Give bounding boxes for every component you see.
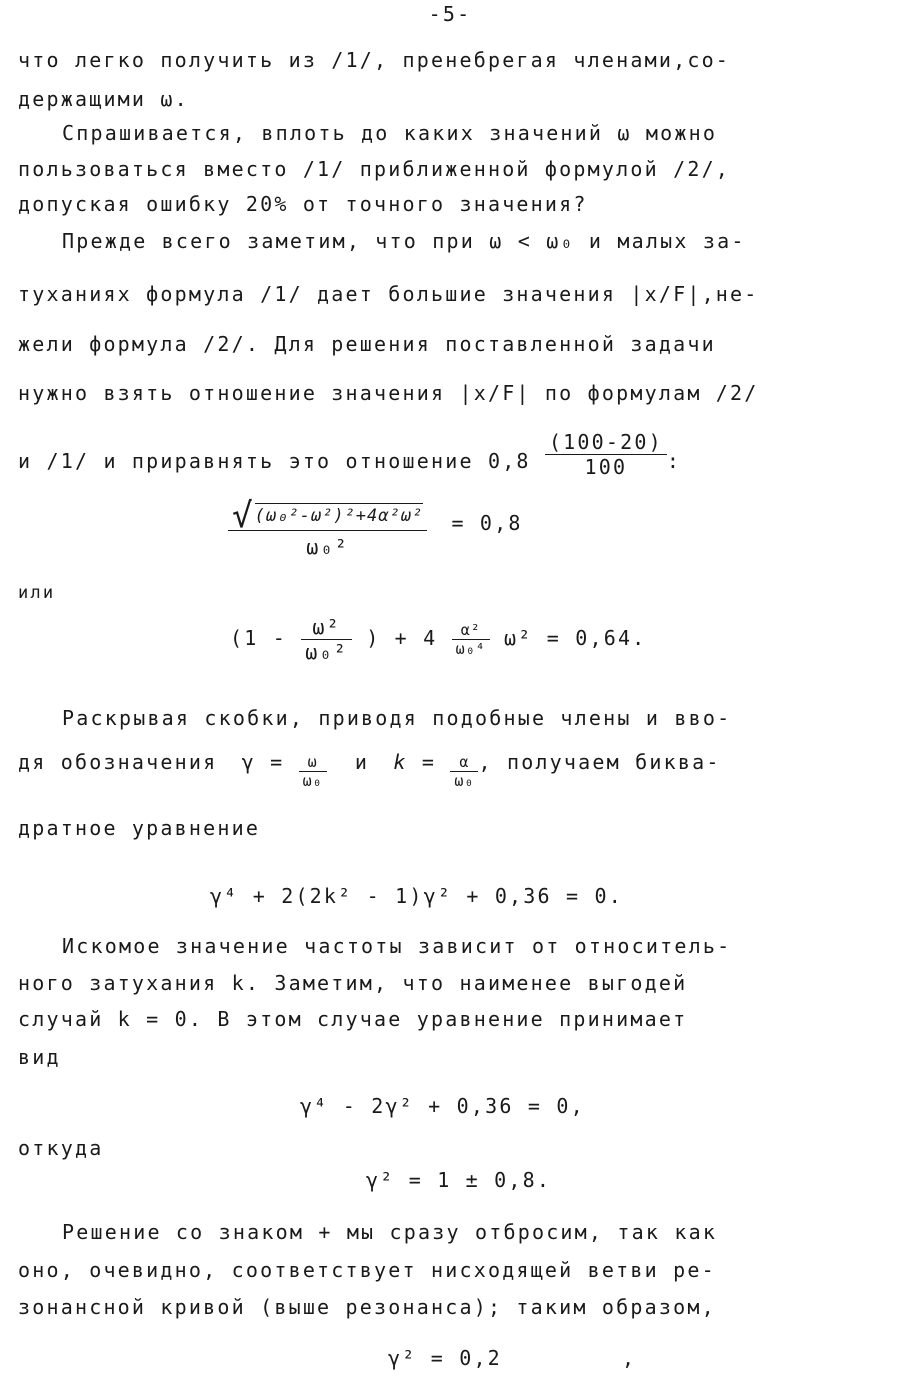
equation-biquadratic: γ⁴ + 2(2k² - 1)γ² + 0,36 = 0. — [210, 884, 623, 908]
ratio-numerator: (100-20) — [545, 430, 667, 455]
radicand: (ω₀²-ω²)²+4α²ω² — [255, 503, 424, 526]
equation-ratio-fraction: $\frac{\text{√(ω₀²-ω²)²+4α²ω²}}{\text{ω₀²}}$ — [228, 490, 427, 559]
text-line: Решение со знаком + мы сразу отбросим, так как — [62, 1220, 718, 1244]
text-line: вид — [18, 1045, 61, 1069]
text-line: нужно взять отношение значения |x/F| по формулам /2/ — [18, 381, 759, 405]
text-line-with-ratio: и /1/ и приравнять это отношение 0,8 $\frac{(100-20)}{100}$ : — [18, 430, 682, 479]
equation-k-zero: γ⁴ - 2γ² + 0,36 = 0, — [300, 1094, 585, 1118]
text-line: Раскрывая скобки, приводя подобные члены и вво- — [62, 706, 732, 730]
text-comma: , — [622, 1346, 637, 1370]
text-line: туханиях формула /1/ дает большие значения |x/F|,не- — [18, 282, 759, 306]
page-number: -5- — [428, 2, 472, 26]
text-line: дратное уравнение — [18, 816, 261, 840]
equation-expanded: (1 - $\frac{\text{ω²}}{\text{ω₀²}}$ ) + 4 $\frac{\text{α²}}{\text{ω₀⁴}}$ ω² = 0,64. — [230, 615, 647, 664]
text-line: жели формула /2/. Для решения поставленной задачи — [18, 332, 716, 356]
text-line: пользоваться вместо /1/ приближенной формулой /2/, — [18, 157, 731, 181]
equation-roots: γ² = 1 ± 0,8. — [366, 1168, 552, 1192]
k-fraction: $\frac{\alpha}{\text{ω₀}}$ — [450, 753, 478, 790]
gamma-fraction: $\frac{\omega}{\text{ω₀}}$ — [299, 753, 327, 790]
equation-result: γ² = 0,2 — [388, 1346, 502, 1370]
text-fragment: и /1/ и приравнять это отношение 0,8 — [18, 449, 531, 473]
text-line: держащими ω. — [18, 87, 189, 111]
text-line: Спрашивается, вплоть до каких значений ω можно — [62, 121, 718, 145]
ratio-fraction — [545, 430, 667, 479]
text-line: откуда — [18, 1136, 104, 1160]
text-line-with-definitions: дя обозначения γ = $\frac{\omega}{\text{ω₀}}$ и k = $\frac{\alpha}{\text{ω₀}}$ , получаем биква- — [18, 750, 721, 790]
text-line: Искомое значение частоты зависит от относитель- — [62, 934, 732, 958]
equation-ratio-rhs: = 0,8 — [451, 511, 523, 535]
text-line: что легко получить из /1/, пренебрегая членами,со- — [18, 48, 731, 72]
text-line: допуская ошибку 20% от точного значения? — [18, 192, 588, 216]
equation-fraction: $\frac{\text{α²}}{\text{ω₀⁴}}$ — [452, 621, 490, 658]
text-line: ного затухания k. Заметим, что наименее выгодей — [18, 971, 688, 995]
text-line: случай k = 0. В этом случае уравнение принимает — [18, 1007, 688, 1031]
equation-ratio-denominator: ω₀² — [228, 530, 427, 559]
equation-fraction: $\frac{\text{ω²}}{\text{ω₀²}}$ — [301, 615, 352, 664]
ratio-denominator: 100 — [584, 455, 628, 479]
equation-ratio — [228, 490, 523, 559]
text-line: зонансной кривой (выше резонанса); таким образом, — [18, 1295, 716, 1319]
text-line: оно, очевидно, соответствует нисходящей ветви ре- — [18, 1258, 716, 1282]
text-line: или — [18, 583, 56, 603]
text-line: Прежде всего заметим, что при ω < ω₀ и малых за- — [62, 229, 746, 253]
